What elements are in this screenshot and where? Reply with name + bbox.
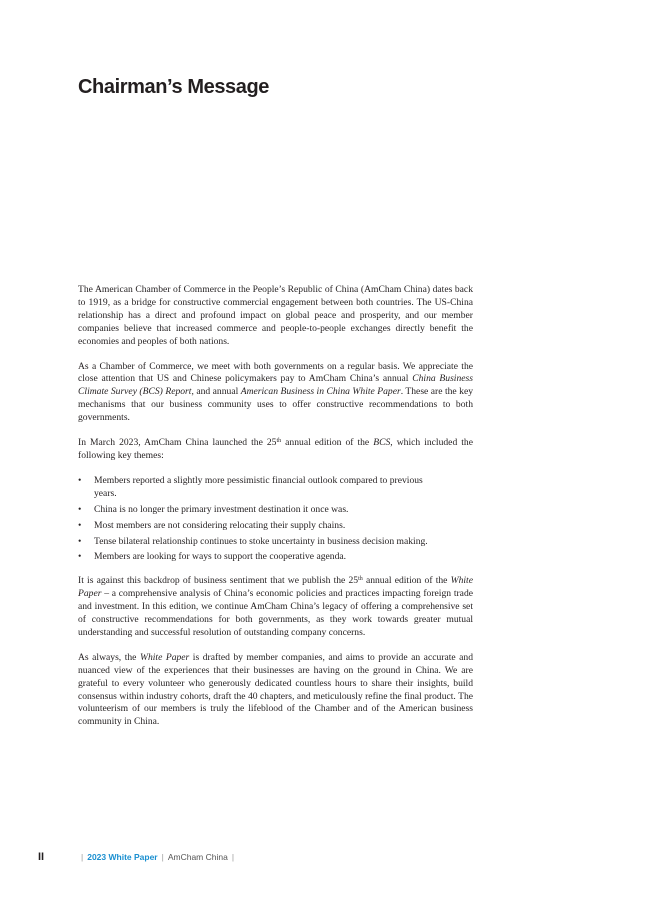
paragraph-text: annual edition of the: [281, 437, 374, 449]
paragraph-text: As always, the: [78, 651, 140, 663]
organization-name: AmCham China: [167, 852, 228, 862]
paragraph-text: . These are the key mechanisms that our business community uses to offer constructive recommendations to both governments.: [78, 386, 474, 424]
white-paper-title: American Business in China White Paper: [240, 386, 401, 398]
message-body: [78, 284, 473, 741]
paragraph-text: is drafted by member companies, and aims to provide an accurate and nuanced view of the experiences that their businesses are having on the ground in China. We are grateful to every volunteer who generously dedicated countless hours to share their insights, build consensus within industry cohorts, draft the 40 chapters, and meticulously refine the final product. The volunteerism of our members is truly the lifeblood of the Chamber and of the American business community in China.: [78, 651, 473, 728]
paragraph-white-paper: [78, 575, 473, 640]
page-title: Chairman’s Message: [78, 76, 270, 98]
list-item-text: Members reported a slightly more pessimistic financial outlook compared to previous years.: [94, 474, 423, 499]
page-number: II: [38, 851, 45, 863]
key-themes-list: [78, 475, 473, 564]
footer-running-title: [77, 852, 238, 862]
publication-name: 2023 White Paper: [87, 852, 158, 862]
white-paper-title: White Paper: [139, 651, 190, 663]
white-paper-title: White Paper: [78, 575, 473, 600]
paragraph-text: , and annual: [191, 386, 241, 398]
list-item: [78, 504, 473, 517]
bullet-icon: •: [78, 474, 82, 486]
paragraph-text: As a Chamber of Commerce, we meet with both governments on a regular basis. We appreciate the close attention that US and Chinese policymakers pay to AmCham China’s annual: [78, 360, 473, 385]
paragraph-text: In March 2023, AmCham China launched the 25: [78, 437, 277, 449]
paragraph-chamber-role: [78, 361, 473, 426]
bcs-report-title: China Business Climate Survey (BCS) Report: [78, 373, 473, 398]
paragraph-text: , which included the following key themes:: [78, 437, 473, 461]
footer-separator: |: [231, 852, 235, 862]
list-item: [78, 536, 473, 549]
paragraph-volunteers: [78, 652, 473, 729]
list-item-text: Most members are not considering relocating their supply chains.: [94, 519, 346, 531]
paragraph-text: It is against this backdrop of business sentiment that we publish the 25: [78, 575, 359, 587]
paragraph-text: annual edition of the: [362, 575, 451, 587]
bullet-icon: •: [78, 535, 82, 547]
footer-separator: |: [161, 852, 164, 862]
page-footer: [0, 850, 662, 866]
paragraph-history: The American Chamber of Commerce in the People’s Republic of China (AmCham China) dates back to 1919, as a bridge for constructive commercial engagement between both countries. The US-China relationship has a direct and profound impact on global peace and prosperity, and our member companies believe that increased commerce and people-to-people exchanges directly benefit the economies and peoples of both nations.: [78, 284, 473, 347]
list-item: [78, 551, 473, 564]
footer-separator: |: [81, 852, 84, 862]
bcs-abbrev: BCS: [373, 437, 391, 449]
list-item-text: China is no longer the primary investment destination it once was.: [94, 503, 349, 515]
list-item-text: Members are looking for ways to support the cooperative agenda.: [94, 551, 347, 563]
list-item: [78, 520, 473, 533]
bullet-icon: •: [78, 519, 82, 531]
paragraph-bcs-launch: [78, 437, 473, 463]
list-item: [78, 475, 424, 501]
bullet-icon: •: [78, 503, 82, 515]
bullet-icon: •: [78, 551, 82, 563]
ordinal-suffix: th: [358, 576, 363, 583]
paragraph-text: – a comprehensive analysis of China’s economic policies and practices impacting foreign trade and investment. In this edition, we continue AmCham China’s legacy of offering a comprehensive set of constructive recommendations for both governments, as they work towards greater mutual understanding and successful resolution of outstanding company concerns.: [78, 588, 473, 638]
ordinal-suffix: th: [276, 438, 282, 445]
list-item-text: Tense bilateral relationship continues to stoke uncertainty in business decision making.: [94, 535, 428, 547]
